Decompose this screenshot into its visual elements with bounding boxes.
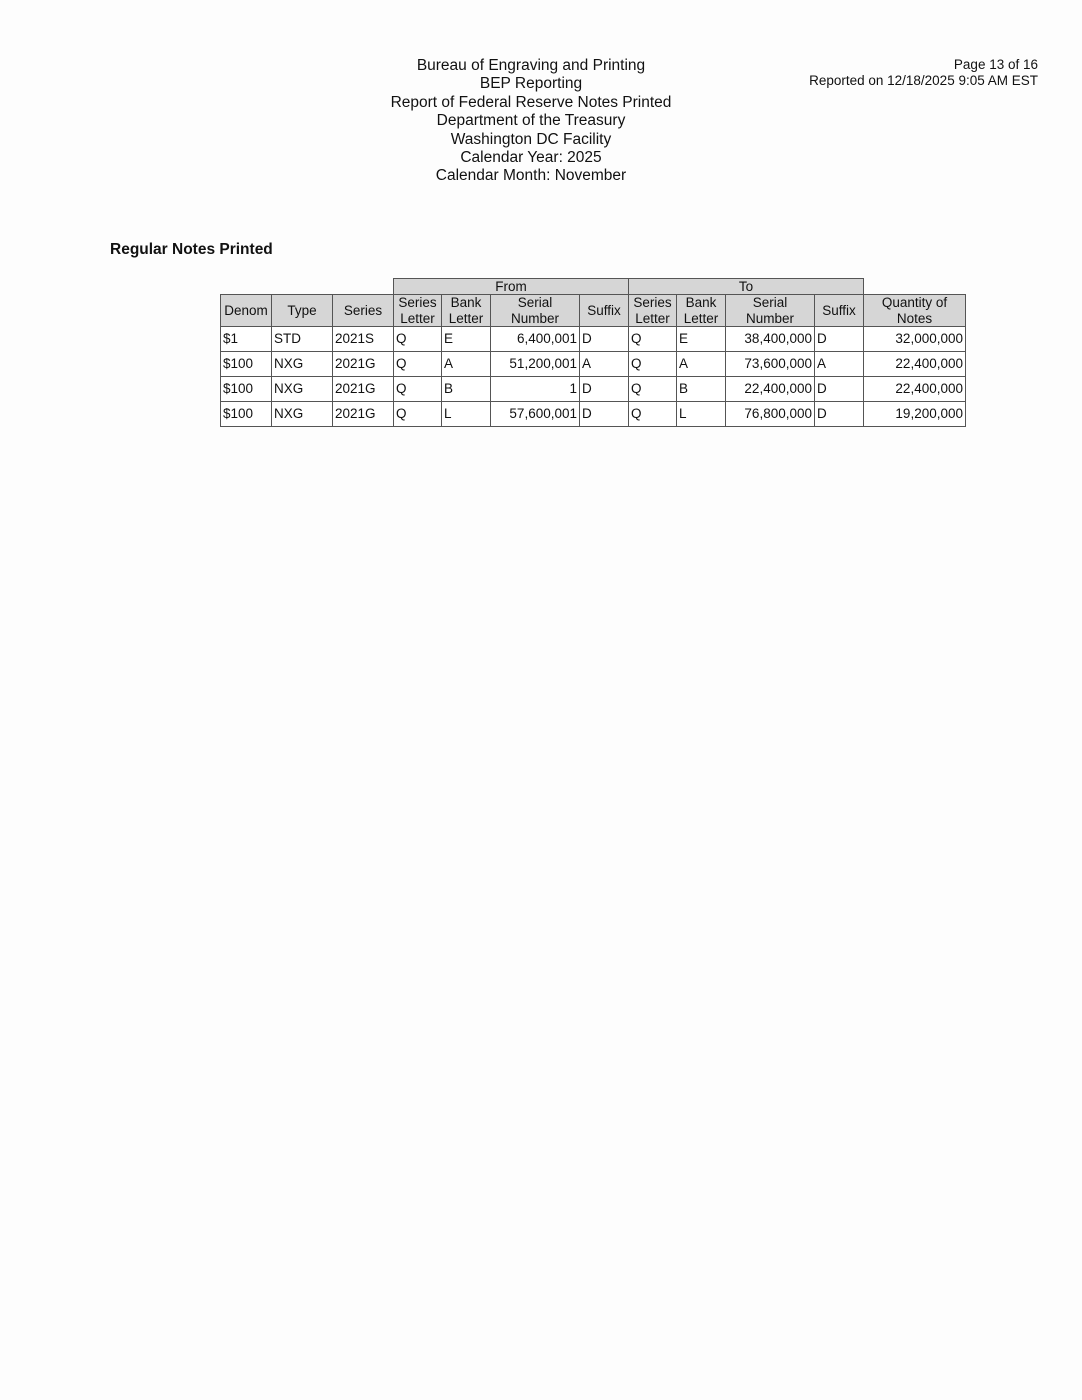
cell-denom: $100 — [221, 402, 272, 427]
header-report-title: Report of Federal Reserve Notes Printed — [390, 93, 672, 111]
group-to-header: To — [629, 279, 864, 295]
cell-to-bank-letter: E — [677, 327, 726, 352]
cell-to-suffix: D — [815, 402, 864, 427]
cell-series: 2021S — [333, 327, 394, 352]
header-calendar-year: Calendar Year: 2025 — [460, 149, 602, 167]
cell-from-series-letter: Q — [394, 402, 442, 427]
table-row — [221, 402, 966, 427]
group-spacer — [221, 279, 394, 295]
cell-to-bank-letter: B — [677, 377, 726, 402]
header-department: Department of the Treasury — [436, 112, 626, 130]
col-header-to-serial-number: Serial Number — [726, 295, 815, 327]
table-body — [221, 327, 966, 427]
cell-type: NXG — [272, 402, 333, 427]
page-number: Page 13 of 16 — [953, 57, 1038, 72]
cell-quantity: 32,000,000 — [864, 327, 966, 352]
cell-from-bank-letter: A — [442, 352, 491, 377]
notes-table — [220, 278, 966, 427]
cell-type: STD — [272, 327, 333, 352]
cell-to-series-letter: Q — [629, 377, 677, 402]
column-header-row — [221, 295, 966, 327]
col-header-to-bank-letter: Bank Letter — [677, 295, 726, 327]
cell-from-bank-letter: E — [442, 327, 491, 352]
col-header-quantity: Quantity of Notes — [864, 295, 966, 327]
col-header-from-suffix: Suffix — [580, 295, 629, 327]
cell-to-serial-number: 76,800,000 — [726, 402, 815, 427]
cell-from-suffix: D — [580, 377, 629, 402]
cell-to-bank-letter: A — [677, 352, 726, 377]
col-header-to-suffix: Suffix — [815, 295, 864, 327]
group-spacer — [864, 279, 966, 295]
cell-to-suffix: D — [815, 377, 864, 402]
cell-denom: $1 — [221, 327, 272, 352]
cell-type: NXG — [272, 352, 333, 377]
cell-from-serial-number: 6,400,001 — [491, 327, 580, 352]
cell-from-suffix: A — [580, 352, 629, 377]
cell-to-suffix: D — [815, 327, 864, 352]
cell-from-series-letter: Q — [394, 327, 442, 352]
cell-to-series-letter: Q — [629, 402, 677, 427]
table-row — [221, 327, 966, 352]
cell-quantity: 19,200,000 — [864, 402, 966, 427]
header-facility: Washington DC Facility — [450, 130, 612, 148]
cell-from-bank-letter: B — [442, 377, 491, 402]
cell-to-serial-number: 73,600,000 — [726, 352, 815, 377]
cell-from-serial-number: 57,600,001 — [491, 402, 580, 427]
cell-to-serial-number: 22,400,000 — [726, 377, 815, 402]
group-from-header: From — [394, 279, 629, 295]
cell-series: 2021G — [333, 352, 394, 377]
cell-type: NXG — [272, 377, 333, 402]
table-row — [221, 377, 966, 402]
cell-to-bank-letter: L — [677, 402, 726, 427]
cell-from-serial-number: 1 — [491, 377, 580, 402]
cell-quantity: 22,400,000 — [864, 377, 966, 402]
cell-quantity: 22,400,000 — [864, 352, 966, 377]
report-header — [331, 57, 731, 186]
col-header-series: Series — [333, 295, 394, 327]
cell-to-suffix: A — [815, 352, 864, 377]
section-title: Regular Notes Printed — [110, 241, 273, 258]
cell-to-series-letter: Q — [629, 352, 677, 377]
col-header-from-serial-number: Serial Number — [491, 295, 580, 327]
header-agency: Bureau of Engraving and Printing — [416, 57, 646, 74]
col-header-from-series-letter: Series Letter — [394, 295, 442, 327]
cell-from-series-letter: Q — [394, 377, 442, 402]
table-row — [221, 352, 966, 377]
cell-from-bank-letter: L — [442, 402, 491, 427]
cell-denom: $100 — [221, 352, 272, 377]
cell-from-serial-number: 51,200,001 — [491, 352, 580, 377]
cell-to-serial-number: 38,400,000 — [726, 327, 815, 352]
cell-denom: $100 — [221, 377, 272, 402]
header-calendar-month: Calendar Month: November — [435, 167, 627, 185]
group-header-row — [221, 279, 966, 295]
col-header-type: Type — [272, 295, 333, 327]
cell-series: 2021G — [333, 402, 394, 427]
cell-from-series-letter: Q — [394, 352, 442, 377]
col-header-to-series-letter: Series Letter — [629, 295, 677, 327]
page-info — [809, 57, 1038, 90]
header-system: BEP Reporting — [479, 75, 583, 93]
cell-from-suffix: D — [580, 327, 629, 352]
col-header-denom: Denom — [221, 295, 272, 327]
cell-from-suffix: D — [580, 402, 629, 427]
cell-series: 2021G — [333, 377, 394, 402]
reported-timestamp: Reported on 12/18/2025 9:05 AM EST — [809, 73, 1038, 89]
col-header-from-bank-letter: Bank Letter — [442, 295, 491, 327]
cell-to-series-letter: Q — [629, 327, 677, 352]
